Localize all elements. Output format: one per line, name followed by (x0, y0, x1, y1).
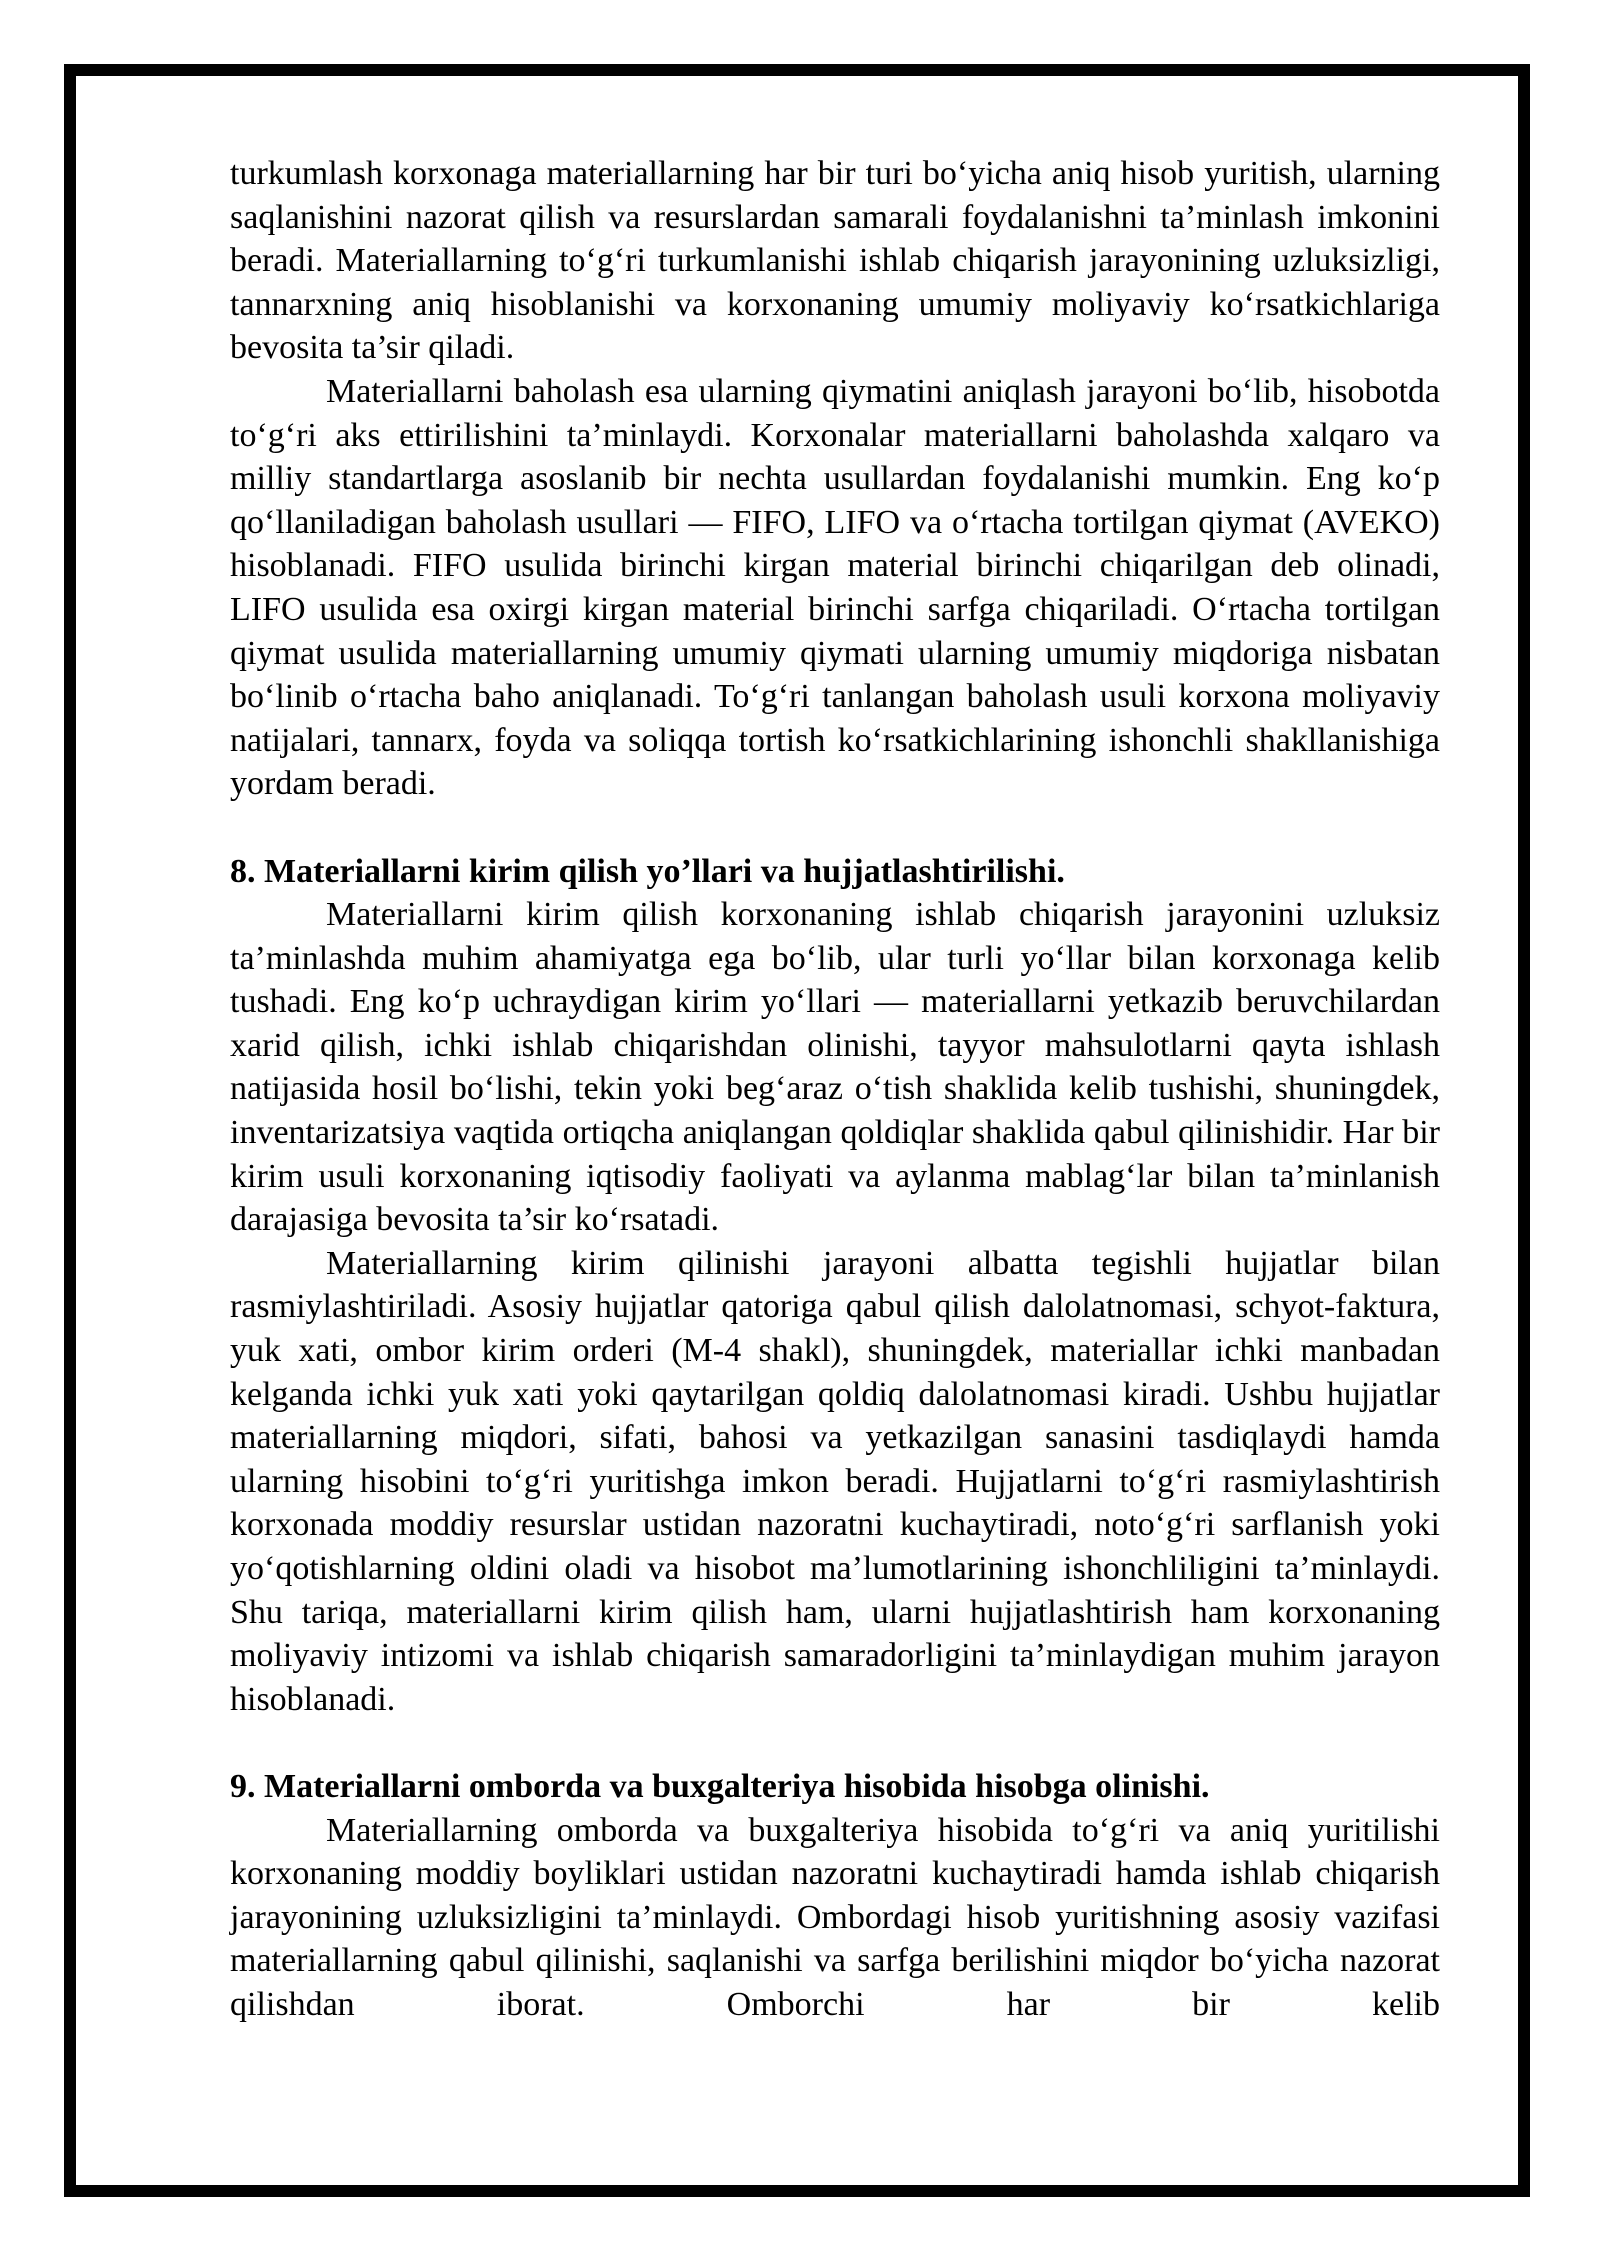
paragraph: Materiallarni kirim qilish korxonaning ishlab chiqarish jarayonini uzluksiz ta’minlashda muhim ahamiyatga ega bo‘lib, ular turli yo‘llar bilan korxonaga kelib tushadi. Eng ko‘p uchraydigan kirim yo‘llari — materiallarni yetkazib beruvchilardan xarid qilish, ichki ishlab chiqarishdan olinishi, tayyor mahsulotlarni qayta ishlash natijasida hosil bo‘lishi, tekin yoki beg‘araz o‘tish shaklida kelib tushishi, shuningdek, inventarizatsiya vaqtida ortiqcha aniqlangan qoldiqlar shaklida qabul qilinishidir. Har bir kirim usuli korxonaning iqtisodiy faoliyati va aylanma mablag‘lar bilan ta’minlanish darajasiga bevosita ta’sir ko‘rsatadi. (230, 896, 1440, 1239)
paragraph: turkumlash korxonaga materiallarning har bir turi bo‘yicha aniq hisob yuritish, ularning saqlanishini nazorat qilish va resurslardan samarali foydalanishni ta’minlash imkonini beradi. Materiallarning to‘g‘ri turkumlanishi ishlab chiqarish jarayonining uzluksizligi, tannarxning aniq hisoblanishi va korxonaning umumiy moliyaviy ko‘rsatkichlariga bevosita ta’sir qiladi. (230, 155, 1440, 367)
document-body (230, 152, 1440, 2027)
paragraph: Materiallarni baholash esa ularning qiymatini aniqlash jarayoni bo‘lib, hisobotda to‘g‘ri aks ettirilishini ta’minlaydi. Korxonalar materiallarni baholashda xalqaro va milliy standartlarga asoslanib bir nechta usullardan foydalanishi mumkin. Eng ko‘p qo‘llaniladigan baholash usullari — FIFO, LIFO va o‘rtacha tortilgan qiymat (AVEKO) hisoblanadi. FIFO usulida birinchi kirgan material birinchi chiqarilgan deb olinadi, LIFO usulida esa oxirgi kirgan material birinchi sarfga chiqariladi. O‘rtacha tortilgan qiymat usulida materiallarning umumiy qiymati ularning umumiy miqdoriga nisbatan bo‘linib o‘rtacha baho aniqlanadi. To‘g‘ri tanlangan baholash usuli korxona moliyaviy natijalari, tannarx, foyda va soliqqa tortish ko‘rsatkichlarining ishonchli shakllanishiga yordam beradi. (230, 372, 1440, 803)
paragraph: Materiallarning kirim qilinishi jarayoni albatta tegishli hujjatlar bilan rasmiylashtiriladi. Asosiy hujjatlar qatoriga qabul qilish dalolatnomasi, schyot-faktura, yuk xati, ombor kirim orderi (M-4 shakl), shuningdek, materiallar ichki manbadan kelganda ichki yuk xati yoki qaytarilgan qoldiq dalolatnomasi kiradi. Ushbu hujjatlar materiallarning miqdori, sifati, bahosi va yetkazilgan sanasini tasdiqlaydi hamda ularning hisobini to‘g‘ri yuritishga imkon beradi. Hujjatlarni to‘g‘ri rasmiylashtirish korxonada moddiy resurslar ustidan nazoratni kuchaytiradi, noto‘g‘ri sarflanish yoki yo‘qotishlarning oldini oladi va hisobot ma’lumotlarining ishonchliligini ta’minlaydi. Shu tariqa, materiallarni kirim qilish ham, ularni hujjatlashtirish ham korxonaning moliyaviy intizomi va ishlab chiqarish samaradorligini ta’minlaydigan muhim jarayon hisoblanadi. (230, 1244, 1440, 1718)
section-heading: 8. Materiallarni kirim qilish yo’llari va hujjatlashtirilishi. (230, 852, 1065, 890)
section-heading: 9. Materiallarni omborda va buxgalteriya hisobida hisobga olinishi. (230, 1767, 1210, 1805)
paragraph: Materiallarning omborda va buxgalteriya hisobida to‘g‘ri va aniq yuritilishi korxonaning moddiy boyliklari ustidan nazoratni kuchaytiradi hamda ishlab chiqarish jarayonining uzluksizligini ta’minlaydi. Ombordagi hisob yuritishning asosiy vazifasi materiallarning qabul qilinishi, saqlanishi va sarfga berilishini miqdor bo‘yicha nazorat qilishdan iborat. Omborchi har bir kelib (230, 1811, 1440, 2023)
